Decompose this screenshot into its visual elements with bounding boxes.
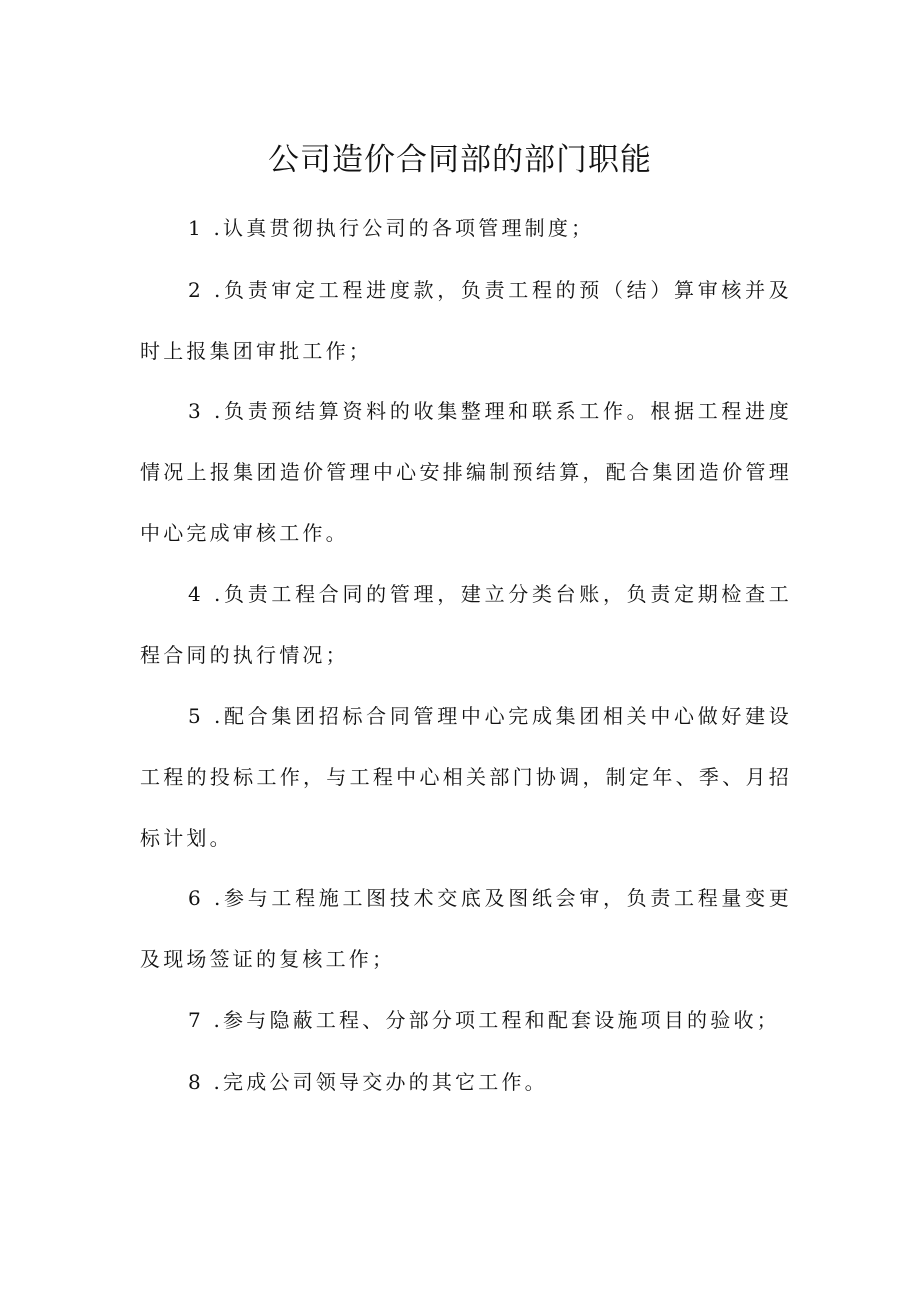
item-text: .负责审定工程进度款，负责工程的预（结）算审核并及时上报集团审批工作； xyxy=(140,278,792,363)
page-title: 公司造价合同部的部门职能 xyxy=(268,142,652,178)
list-item xyxy=(140,990,792,1051)
item-text: .配合集团招标合同管理中心完成集团相关中心做好建设工程的投标工作，与工程中心相关部门协调，制定年、季、月招标计划。 xyxy=(140,704,792,850)
list-item xyxy=(140,868,792,990)
item-number: 3 xyxy=(188,399,204,423)
item-number: 2 xyxy=(188,278,204,302)
item-number: 4 xyxy=(188,582,204,606)
item-number: 7 xyxy=(188,1008,204,1032)
item-number: 8 xyxy=(188,1070,204,1094)
item-text: .参与隐蔽工程、分部分项工程和配套设施项目的验收； xyxy=(213,1008,780,1032)
item-text: .参与工程施工图技术交底及图纸会审，负责工程量变更及现场签证的复核工作； xyxy=(140,886,792,971)
list-item xyxy=(140,381,792,564)
list-item xyxy=(140,260,792,382)
list-item xyxy=(140,686,792,869)
item-number: 5 xyxy=(188,704,204,728)
item-text: .认真贯彻执行公司的各项管理制度； xyxy=(213,216,595,240)
list-item xyxy=(140,1052,792,1113)
item-number: 6 xyxy=(188,886,204,910)
list-item xyxy=(140,564,792,686)
item-text: .完成公司领导交办的其它工作。 xyxy=(213,1070,548,1094)
item-text: .负责预结算资料的收集整理和联系工作。根据工程进度情况上报集团造价管理中心安排编制预结算，配合集团造价管理中心完成审核工作。 xyxy=(140,399,792,545)
item-text: .负责工程合同的管理，建立分类台账，负责定期检查工程合同的执行情况； xyxy=(140,582,792,667)
item-number: 1 xyxy=(188,216,204,240)
list-item xyxy=(140,198,792,259)
